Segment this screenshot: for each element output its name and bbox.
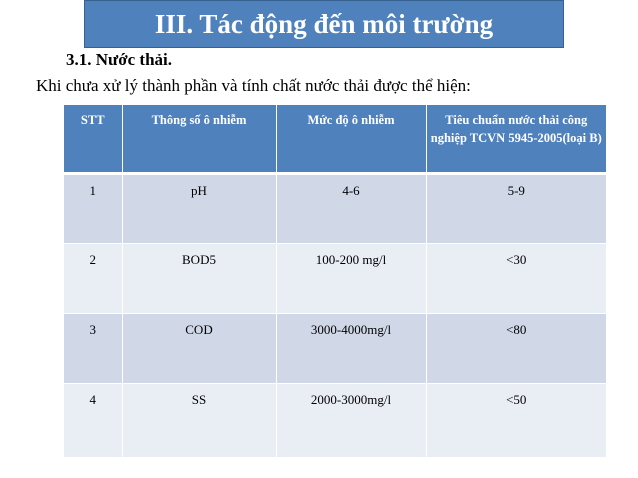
cell-parameter: pH [122, 173, 276, 243]
cell-stt: 1 [64, 173, 122, 243]
cell-pollution-level: 4-6 [276, 173, 426, 243]
table-header-row [64, 105, 606, 173]
cell-parameter: SS [122, 383, 276, 457]
cell-stt: 3 [64, 313, 122, 383]
cell-stt: 2 [64, 243, 122, 313]
cell-standard: 5-9 [426, 173, 606, 243]
cell-parameter: COD [122, 313, 276, 383]
header-standard: Tiêu chuẩn nước thải công nghiệp TCVN 5945-2005(loại B) [426, 105, 606, 173]
cell-standard: <30 [426, 243, 606, 313]
cell-pollution-level: 3000-4000mg/l [276, 313, 426, 383]
section-heading: 3.1. Nước thải. [66, 50, 173, 69]
slide-title: III. Tác động đến môi trường [154, 8, 494, 39]
cell-standard: <80 [426, 313, 606, 383]
table-row [64, 313, 606, 383]
table-row [64, 243, 606, 313]
cell-parameter: BOD5 [122, 243, 276, 313]
header-parameter: Thông số ô nhiễm [122, 105, 276, 173]
cell-standard: <50 [426, 383, 606, 457]
slide-title-box [84, 0, 564, 48]
intro-text: Khi chưa xử lý thành phần và tính chất nước thải được thể hiện: [36, 76, 471, 95]
table-row [64, 173, 606, 243]
header-pollution-level: Mức độ ô nhiễm [276, 105, 426, 173]
cell-stt: 4 [64, 383, 122, 457]
cell-pollution-level: 100-200 mg/l [276, 243, 426, 313]
wastewater-table [64, 105, 606, 458]
table-row [64, 383, 606, 457]
header-stt: STT [64, 105, 122, 173]
cell-pollution-level: 2000-3000mg/l [276, 383, 426, 457]
